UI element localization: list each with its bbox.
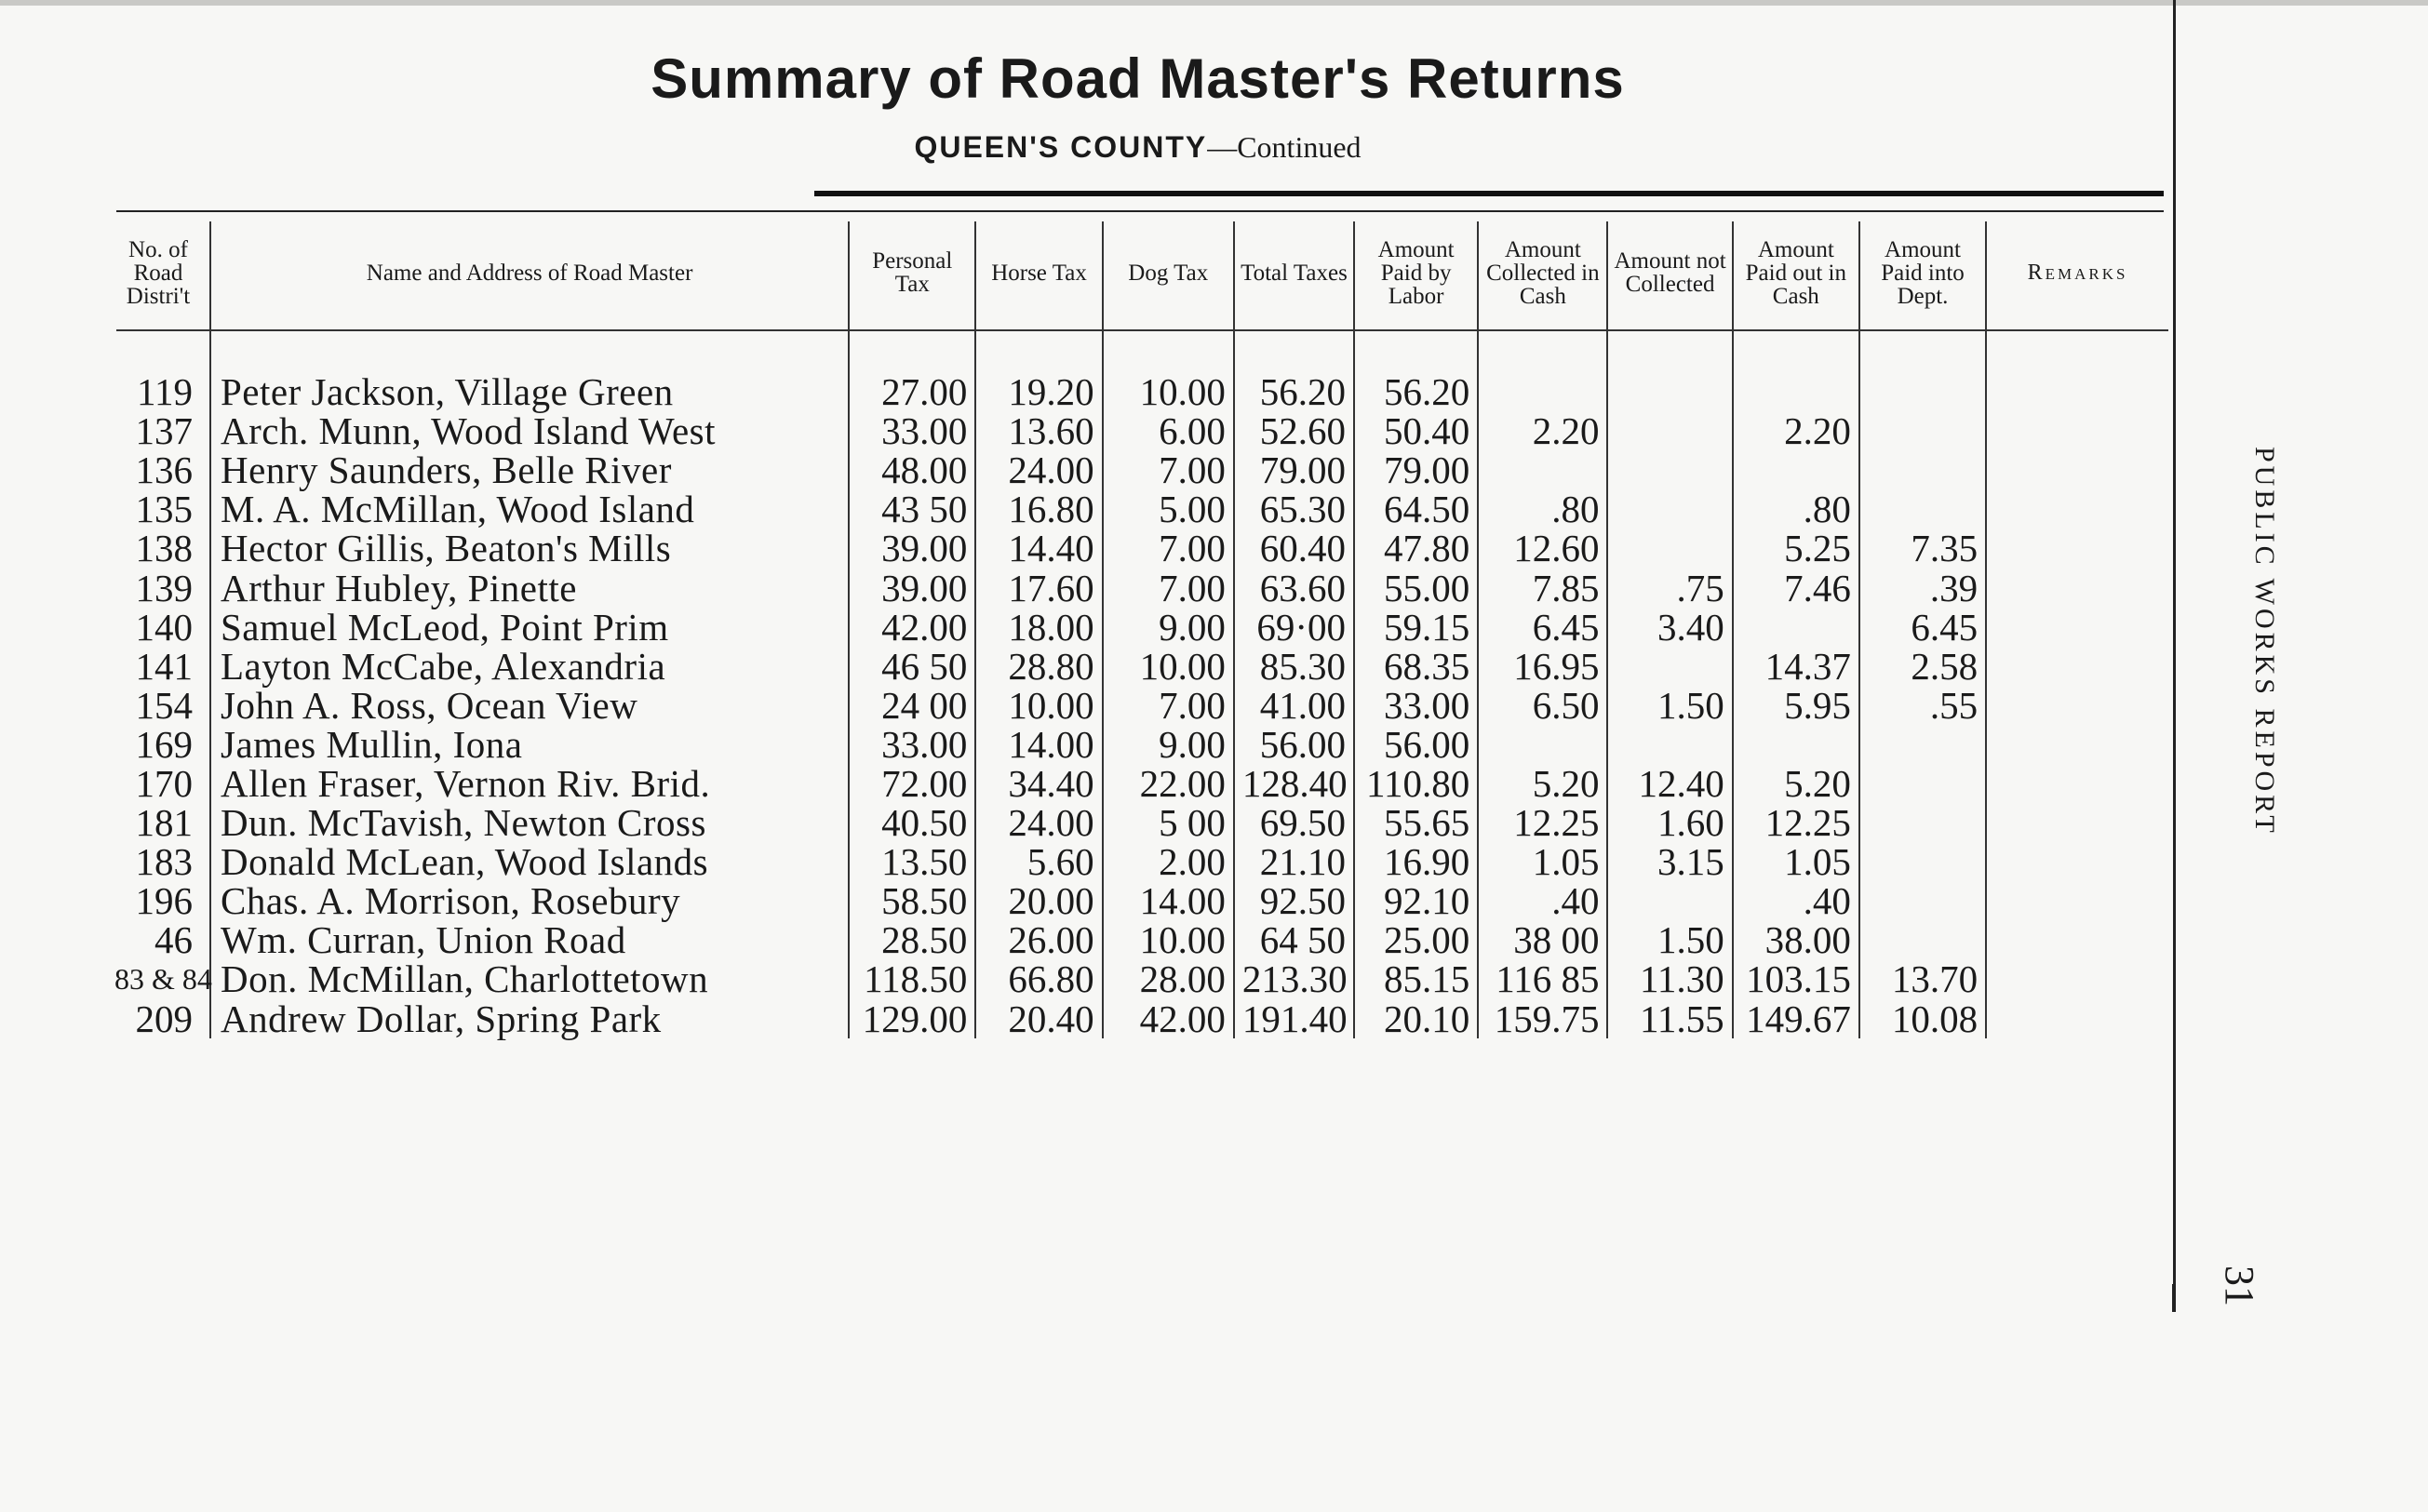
collected-in-cash-cell: 16.95 (1478, 647, 1607, 686)
district-number-cell: 154 (135, 683, 193, 727)
paid-by-labor-cell: 25.00 (1354, 920, 1478, 959)
remarks-cell (1986, 764, 2168, 803)
district-number-cell: 141 (135, 644, 193, 688)
paid-into-dept-cell (1859, 803, 1986, 842)
road-master-name-cell: Dun. McTavish, Newton Cross (210, 803, 849, 842)
personal-tax-cell: 33.00 (849, 725, 975, 764)
remarks-cell (1986, 568, 2168, 607)
paid-into-dept-cell: .55 (1859, 686, 1986, 725)
remarks-cell (1986, 489, 2168, 529)
paid-into-dept-cell (1859, 881, 1986, 920)
horse-tax-cell: 20.40 (975, 999, 1102, 1038)
remarks-cell (1986, 372, 2168, 411)
horse-tax-cell: 24.00 (975, 803, 1102, 842)
district-number-cell: 46 (154, 918, 193, 962)
remarks-cell (1986, 608, 2168, 647)
paid-by-labor-cell: 47.80 (1354, 529, 1478, 568)
remarks-cell (1986, 725, 2168, 764)
total-taxes-cell: 213.30 (1234, 959, 1354, 998)
paid-out-in-cash-cell: 5.25 (1733, 529, 1859, 568)
total-taxes-cell: 41.00 (1234, 686, 1354, 725)
district-number-cell: 138 (135, 527, 193, 570)
horse-tax-cell: 16.80 (975, 489, 1102, 529)
table-row (107, 999, 2168, 1038)
remarks-cell (1986, 686, 2168, 725)
horse-tax-cell: 19.20 (975, 372, 1102, 411)
dog-tax-cell: 9.00 (1103, 608, 1234, 647)
horse-tax-cell: 14.40 (975, 529, 1102, 568)
horse-tax-cell: 14.00 (975, 725, 1102, 764)
column-header-dog-tax: Dog Tax (1103, 221, 1234, 324)
collected-in-cash-cell: 159.75 (1478, 999, 1607, 1038)
road-master-name-cell: Arch. Munn, Wood Island West (210, 411, 849, 450)
paid-out-in-cash-cell (1733, 608, 1859, 647)
remarks-cell (1986, 411, 2168, 450)
district-number-cell: 119 (137, 370, 193, 414)
paid-into-dept-cell (1859, 725, 1986, 764)
paid-out-in-cash-cell: 7.46 (1733, 568, 1859, 607)
paid-out-in-cash-cell: .80 (1733, 489, 1859, 529)
table-row (107, 608, 2168, 647)
road-master-name-cell: Chas. A. Morrison, Rosebury (210, 881, 849, 920)
not-collected-cell: 3.40 (1607, 608, 1732, 647)
collected-in-cash-cell: 116 85 (1478, 959, 1607, 998)
dog-tax-cell: 2.00 (1103, 842, 1234, 881)
paid-out-in-cash-cell: 1.05 (1733, 842, 1859, 881)
table-row (107, 920, 2168, 959)
district-number-cell: 137 (135, 409, 193, 453)
running-side-label: PUBLIC WORKS REPORT (2249, 447, 2280, 836)
paid-by-labor-cell: 92.10 (1354, 881, 1478, 920)
personal-tax-cell: 43 50 (849, 489, 975, 529)
not-collected-cell (1607, 881, 1732, 920)
collected-in-cash-cell: 7.85 (1478, 568, 1607, 607)
not-collected-cell (1607, 450, 1732, 489)
dog-tax-cell: 7.00 (1103, 686, 1234, 725)
collected-in-cash-cell: 12.60 (1478, 529, 1607, 568)
dog-tax-cell: 14.00 (1103, 881, 1234, 920)
not-collected-cell (1607, 489, 1732, 529)
collected-in-cash-cell: .80 (1478, 489, 1607, 529)
total-taxes-cell: 85.30 (1234, 647, 1354, 686)
page-margin-rule (2173, 0, 2176, 1312)
paid-out-in-cash-cell: 12.25 (1733, 803, 1859, 842)
road-master-name-cell: Andrew Dollar, Spring Park (210, 999, 849, 1038)
personal-tax-cell: 40.50 (849, 803, 975, 842)
not-collected-cell: 1.60 (1607, 803, 1732, 842)
district-number-cell: 209 (135, 997, 193, 1040)
table-row (107, 764, 2168, 803)
paid-into-dept-cell (1859, 920, 1986, 959)
district-number-cell: 140 (135, 605, 193, 649)
total-taxes-cell: 21.10 (1234, 842, 1354, 881)
personal-tax-cell: 129.00 (849, 999, 975, 1038)
personal-tax-cell: 24 00 (849, 686, 975, 725)
total-taxes-cell: 191.40 (1234, 999, 1354, 1038)
paid-into-dept-cell: 10.08 (1859, 999, 1986, 1038)
road-master-name-cell: Allen Fraser, Vernon Riv. Brid. (210, 764, 849, 803)
paid-into-dept-cell: 2.58 (1859, 647, 1986, 686)
personal-tax-cell: 33.00 (849, 411, 975, 450)
personal-tax-cell: 28.50 (849, 920, 975, 959)
column-header-paid-into-dept: Amount Paid into Dept. (1859, 221, 1986, 324)
horse-tax-cell: 26.00 (975, 920, 1102, 959)
paid-into-dept-cell (1859, 450, 1986, 489)
personal-tax-cell: 42.00 (849, 608, 975, 647)
collected-in-cash-cell: 1.05 (1478, 842, 1607, 881)
column-header-paid-out-in-cash: Amount Paid out in Cash (1733, 221, 1859, 324)
paid-into-dept-cell (1859, 411, 1986, 450)
table-row (107, 842, 2168, 881)
column-header-collected-in-cash: Amount Collected in Cash (1478, 221, 1607, 324)
personal-tax-cell: 118.50 (849, 959, 975, 998)
personal-tax-cell: 48.00 (849, 450, 975, 489)
total-taxes-cell: 63.60 (1234, 568, 1354, 607)
not-collected-cell: 11.55 (1607, 999, 1732, 1038)
page-number-rule (2172, 1284, 2175, 1312)
road-master-name-cell: Donald McLean, Wood Islands (210, 842, 849, 881)
not-collected-cell: .75 (1607, 568, 1732, 607)
column-header-district: No. of Road Distri't (126, 236, 191, 309)
not-collected-cell (1607, 647, 1732, 686)
dog-tax-cell: 5 00 (1103, 803, 1234, 842)
not-collected-cell: 1.50 (1607, 686, 1732, 725)
district-number-cell: 196 (135, 879, 193, 923)
table-row (107, 725, 2168, 764)
collected-in-cash-cell: 5.20 (1478, 764, 1607, 803)
personal-tax-cell: 39.00 (849, 568, 975, 607)
personal-tax-cell: 72.00 (849, 764, 975, 803)
paid-out-in-cash-cell: 149.67 (1733, 999, 1859, 1038)
not-collected-cell (1607, 529, 1732, 568)
paid-into-dept-cell: 13.70 (1859, 959, 1986, 998)
collected-in-cash-cell: 38 00 (1478, 920, 1607, 959)
paid-into-dept-cell (1859, 764, 1986, 803)
remarks-cell (1986, 450, 2168, 489)
remarks-cell (1986, 920, 2168, 959)
dog-tax-cell: 28.00 (1103, 959, 1234, 998)
total-taxes-cell: 92.50 (1234, 881, 1354, 920)
dog-tax-cell: 10.00 (1103, 372, 1234, 411)
horse-tax-cell: 24.00 (975, 450, 1102, 489)
paid-into-dept-cell (1859, 489, 1986, 529)
collected-in-cash-cell: 12.25 (1478, 803, 1607, 842)
dog-tax-cell: 9.00 (1103, 725, 1234, 764)
not-collected-cell (1607, 725, 1732, 764)
not-collected-cell (1607, 372, 1732, 411)
paid-by-labor-cell: 20.10 (1354, 999, 1478, 1038)
paid-out-in-cash-cell: 2.20 (1733, 411, 1859, 450)
table-row (107, 489, 2168, 529)
horse-tax-cell: 18.00 (975, 608, 1102, 647)
page-number: 31 (2217, 1265, 2262, 1306)
remarks-cell (1986, 999, 2168, 1038)
remarks-cell (1986, 959, 2168, 998)
dog-tax-cell: 6.00 (1103, 411, 1234, 450)
dog-tax-cell: 5.00 (1103, 489, 1234, 529)
paid-out-in-cash-cell: 14.37 (1733, 647, 1859, 686)
page-subtitle (0, 130, 2275, 165)
table-row (107, 647, 2168, 686)
horse-tax-cell: 66.80 (975, 959, 1102, 998)
paid-by-labor-cell: 110.80 (1354, 764, 1478, 803)
not-collected-cell (1607, 411, 1732, 450)
district-number-cell: 139 (135, 566, 193, 609)
total-taxes-cell: 56.00 (1234, 725, 1354, 764)
scan-top-edge (0, 0, 2428, 6)
road-master-name-cell: Samuel McLeod, Point Prim (210, 608, 849, 647)
collected-in-cash-cell (1478, 725, 1607, 764)
remarks-cell (1986, 529, 2168, 568)
remarks-cell (1986, 647, 2168, 686)
horse-tax-cell: 17.60 (975, 568, 1102, 607)
paid-into-dept-cell: 7.35 (1859, 529, 1986, 568)
table-row (107, 529, 2168, 568)
personal-tax-cell: 27.00 (849, 372, 975, 411)
road-master-name-cell: M. A. McMillan, Wood Island (210, 489, 849, 529)
header-rule-thin (116, 210, 2164, 212)
column-header-personal-tax: Personal Tax (849, 221, 975, 324)
column-header-not-collected: Amount not Collected (1607, 221, 1732, 324)
table-row (107, 450, 2168, 489)
paid-by-labor-cell: 64.50 (1354, 489, 1478, 529)
paid-into-dept-cell (1859, 842, 1986, 881)
header-rule-thick (814, 191, 2164, 196)
table-row (107, 568, 2168, 607)
paid-by-labor-cell: 56.00 (1354, 725, 1478, 764)
table-header-row (107, 221, 2168, 324)
road-master-name-cell: Don. McMillan, Charlottetown (210, 959, 849, 998)
total-taxes-cell: 69·00 (1234, 608, 1354, 647)
paid-out-in-cash-cell: 38.00 (1733, 920, 1859, 959)
road-master-name-cell: Arthur Hubley, Pinette (210, 568, 849, 607)
column-header-paid-by-labor: Amount Paid by Labor (1354, 221, 1478, 324)
paid-out-in-cash-cell: 5.95 (1733, 686, 1859, 725)
dog-tax-cell: 10.00 (1103, 920, 1234, 959)
total-taxes-cell: 64 50 (1234, 920, 1354, 959)
total-taxes-cell: 79.00 (1234, 450, 1354, 489)
road-master-name-cell: Wm. Curran, Union Road (210, 920, 849, 959)
paid-out-in-cash-cell: .40 (1733, 881, 1859, 920)
district-number-cell: 83 & 84 (114, 962, 212, 997)
paid-out-in-cash-cell (1733, 372, 1859, 411)
not-collected-cell: 1.50 (1607, 920, 1732, 959)
page-title: Summary of Road Master's Returns (651, 47, 1625, 110)
paid-by-labor-cell: 85.15 (1354, 959, 1478, 998)
district-number-cell: 169 (135, 722, 193, 766)
remarks-cell (1986, 842, 2168, 881)
paid-out-in-cash-cell (1733, 725, 1859, 764)
total-taxes-cell: 65.30 (1234, 489, 1354, 529)
personal-tax-cell: 58.50 (849, 881, 975, 920)
dog-tax-cell: 7.00 (1103, 529, 1234, 568)
column-header-name: Name and Address of Road Master (210, 221, 849, 324)
paid-by-labor-cell: 59.15 (1354, 608, 1478, 647)
road-master-returns-table (107, 221, 2168, 1038)
personal-tax-cell: 46 50 (849, 647, 975, 686)
collected-in-cash-cell (1478, 450, 1607, 489)
table-row (107, 372, 2168, 411)
total-taxes-cell: 52.60 (1234, 411, 1354, 450)
continued-label: —Continued (1207, 130, 1362, 164)
paid-by-labor-cell: 55.65 (1354, 803, 1478, 842)
total-taxes-cell: 56.20 (1234, 372, 1354, 411)
column-header-horse-tax: Horse Tax (975, 221, 1102, 324)
paid-out-in-cash-cell (1733, 450, 1859, 489)
dog-tax-cell: 7.00 (1103, 568, 1234, 607)
district-number-cell: 181 (135, 801, 193, 845)
horse-tax-cell: 34.40 (975, 764, 1102, 803)
paid-by-labor-cell: 16.90 (1354, 842, 1478, 881)
column-header-total-taxes: Total Taxes (1234, 221, 1354, 324)
horse-tax-cell: 20.00 (975, 881, 1102, 920)
not-collected-cell: 11.30 (1607, 959, 1732, 998)
paid-by-labor-cell: 55.00 (1354, 568, 1478, 607)
personal-tax-cell: 13.50 (849, 842, 975, 881)
dog-tax-cell: 7.00 (1103, 450, 1234, 489)
remarks-cell (1986, 881, 2168, 920)
horse-tax-cell: 13.60 (975, 411, 1102, 450)
total-taxes-cell: 69.50 (1234, 803, 1354, 842)
table-row (107, 959, 2168, 998)
table-row (107, 803, 2168, 842)
collected-in-cash-cell: 2.20 (1478, 411, 1607, 450)
table-row (107, 881, 2168, 920)
remarks-cell (1986, 803, 2168, 842)
total-taxes-cell: 128.40 (1234, 764, 1354, 803)
road-master-name-cell: Peter Jackson, Village Green (210, 372, 849, 411)
horse-tax-cell: 28.80 (975, 647, 1102, 686)
collected-in-cash-cell: 6.45 (1478, 608, 1607, 647)
paid-into-dept-cell (1859, 372, 1986, 411)
county-name: QUEEN'S COUNTY (914, 130, 1208, 164)
horse-tax-cell: 5.60 (975, 842, 1102, 881)
district-number-cell: 136 (135, 448, 193, 492)
table-spacer-row (107, 324, 2168, 372)
paid-into-dept-cell: 6.45 (1859, 608, 1986, 647)
personal-tax-cell: 39.00 (849, 529, 975, 568)
dog-tax-cell: 10.00 (1103, 647, 1234, 686)
paid-by-labor-cell: 79.00 (1354, 450, 1478, 489)
horse-tax-cell: 10.00 (975, 686, 1102, 725)
table-row (107, 411, 2168, 450)
road-master-name-cell: Henry Saunders, Belle River (210, 450, 849, 489)
road-master-name-cell: Layton McCabe, Alexandria (210, 647, 849, 686)
paid-out-in-cash-cell: 5.20 (1733, 764, 1859, 803)
collected-in-cash-cell (1478, 372, 1607, 411)
collected-in-cash-cell: 6.50 (1478, 686, 1607, 725)
paid-by-labor-cell: 33.00 (1354, 686, 1478, 725)
not-collected-cell: 12.40 (1607, 764, 1732, 803)
paid-by-labor-cell: 50.40 (1354, 411, 1478, 450)
table-body (107, 324, 2168, 1038)
table-row (107, 686, 2168, 725)
paid-into-dept-cell: .39 (1859, 568, 1986, 607)
collected-in-cash-cell: .40 (1478, 881, 1607, 920)
district-number-cell: 135 (135, 488, 193, 531)
district-number-cell: 170 (135, 761, 193, 805)
road-master-name-cell: James Mullin, Iona (210, 725, 849, 764)
total-taxes-cell: 60.40 (1234, 529, 1354, 568)
road-master-name-cell: Hector Gillis, Beaton's Mills (210, 529, 849, 568)
not-collected-cell: 3.15 (1607, 842, 1732, 881)
paid-by-labor-cell: 68.35 (1354, 647, 1478, 686)
paid-out-in-cash-cell: 103.15 (1733, 959, 1859, 998)
dog-tax-cell: 22.00 (1103, 764, 1234, 803)
column-header-remarks: Remarks (1986, 221, 2168, 324)
paid-by-labor-cell: 56.20 (1354, 372, 1478, 411)
dog-tax-cell: 42.00 (1103, 999, 1234, 1038)
district-number-cell: 183 (135, 840, 193, 884)
road-master-name-cell: John A. Ross, Ocean View (210, 686, 849, 725)
